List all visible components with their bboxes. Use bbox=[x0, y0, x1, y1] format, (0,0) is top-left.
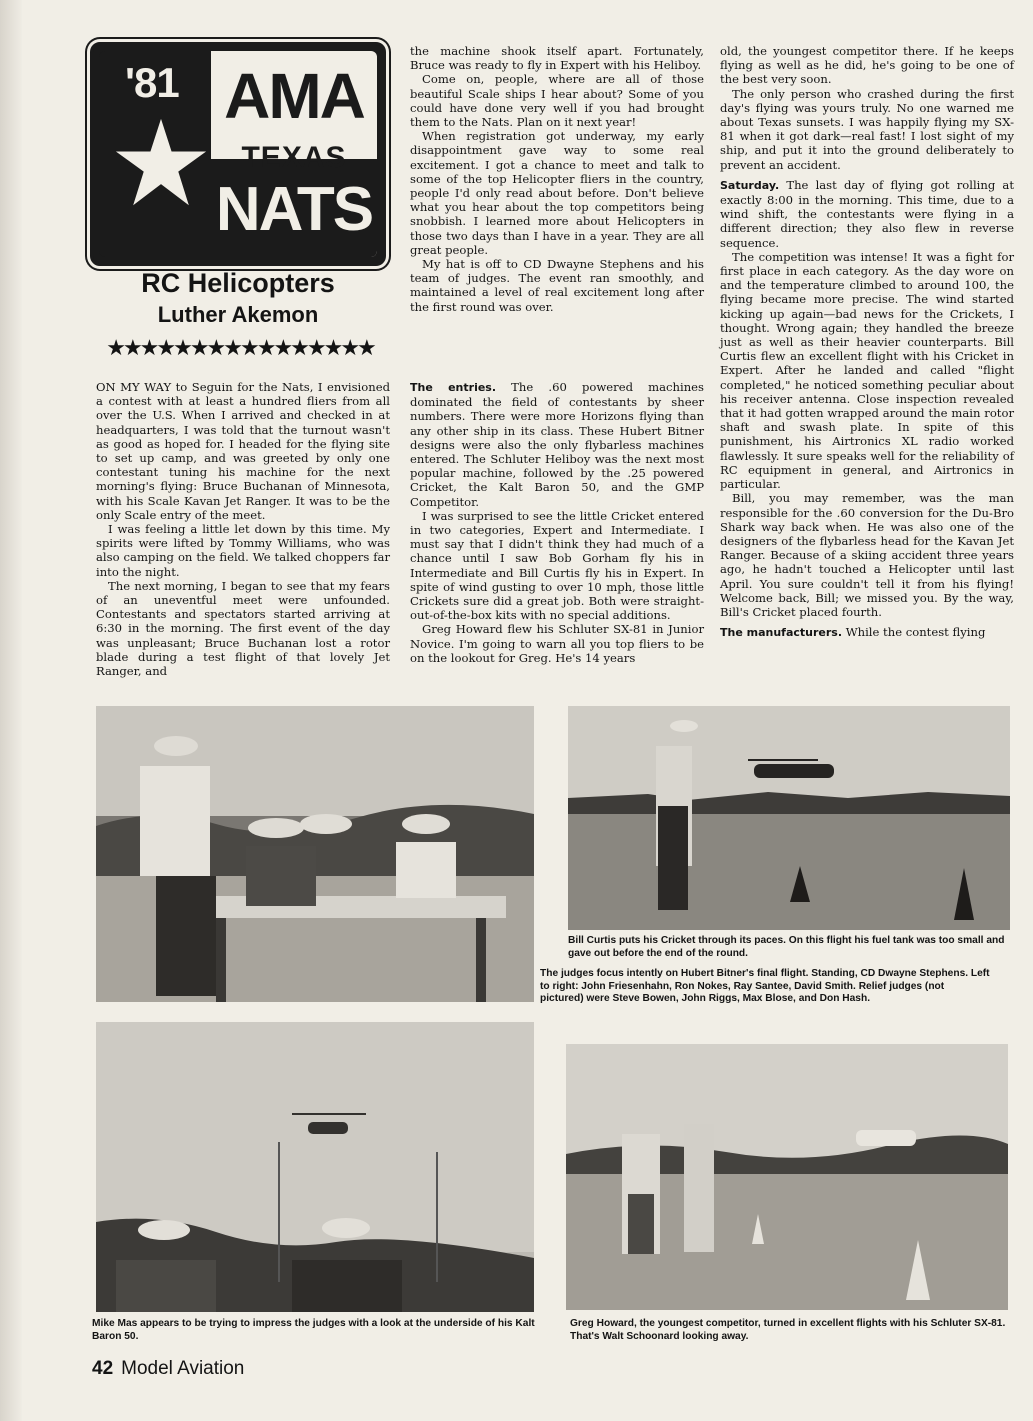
paragraph: the machine shook itself apart. Fortunately, Bruce was ready to fly in Expert with his Heliboy. bbox=[410, 44, 704, 73]
section-heading-manufacturers: The manufacturers. bbox=[720, 626, 843, 640]
paragraph: When registration got underway, my early disappointment gave way to some real excitement. I got a chance to meet and talk to some of the top Helicopter fliers in the country, people I'd only read about before. Don't believe what you hear about the top competitors being snobbish. I learned more about Helicopters in those two days than I have in a year. They are all great people. bbox=[410, 129, 704, 257]
paragraph bbox=[410, 380, 704, 509]
paragraph: The competition was intense! It was a fight for first place in each category. As the day wore on and the temperature climbed to around 100, the flying became more precise. The wind started kicking up again—bad news for the Crickets, I thought. Wrong again; they handled the breeze just as well as their heavier counterparts. Bill Curtis flew an excellent flight with his Cricket in Expert. After he landed and called "flight completed," he noticed something peculiar about his receiver antenna. Close inspection revealed that it had gotten wrapped around the main rotor shaft and swash plate. In spite of this punishment, his Airtronics XL radio worked flawlessly. It sure speaks well for the reliability of RC equipment in general, and Airtronics in particular. bbox=[720, 249, 1014, 492]
logo-year: '81 bbox=[125, 59, 179, 106]
column-1 bbox=[96, 380, 390, 678]
column-2 bbox=[410, 44, 704, 314]
paragraph: My hat is off to CD Dwayne Stephens and his team of judges. The event ran smoothly, and maintained a level of real excitement long after the first round was over. bbox=[410, 257, 704, 314]
magazine-name: Model Aviation bbox=[121, 1358, 245, 1379]
caption-judges: The judges focus intently on Hubert Bitner's final flight. Standing, CD Dwayne Stephens. Left to right: John Friesenhahn, Ron Nokes, Ray Santee, David Smith. Relief judges (not pictured) were Steve Bowen, John Riggs, Max Blose, and Don Hash. bbox=[540, 968, 990, 1004]
paragraph: old, the youngest competitor there. If he keeps flying as well as he did, he's going to be one of the best very soon. bbox=[720, 44, 1014, 87]
page-binding-shadow bbox=[0, 0, 22, 1421]
paragraph: The next morning, I began to see that my fears of an uneventful meet were unfounded. Contestants and spectators started arriving at 6:30 in the morning. The first event of the day was unpleasant; Bruce Buchanan lost a rotor blade during a test flight of that lovely Jet Ranger, and bbox=[96, 578, 390, 679]
star-divider: ★★★★★★★★★★★★★★★★ bbox=[106, 336, 374, 361]
paragraph-text: The last day of flying got rolling at exactly 8:00 in the morning. This time, due to a wind shift, the contestants were flying in a different direction; they also flew in reverse sequence. bbox=[720, 177, 1014, 250]
logo-right-panel bbox=[211, 51, 377, 257]
paragraph-text: While the contest flying bbox=[842, 625, 986, 640]
photo-mike-mas bbox=[96, 1022, 534, 1312]
logo-left-panel bbox=[99, 51, 209, 257]
section-heading-entries: The entries. bbox=[410, 381, 497, 394]
paragraph-text: The .60 powered machines dominated the field of contestants by sheer numbers. There were more Horizons flying than any other ship in its class. These Hubert Bitner designs were also the only flybarless machines entered. The Schluter Heliboy was the next most popular machine, followed by the .25 powered Cricket, the Kalt Baron 50, and the GMP Competitor. bbox=[410, 380, 704, 509]
photo-judges-table bbox=[96, 706, 534, 1002]
paragraph: The only person who crashed during the first day's flying was yours truly. No one warned me about Texas sunsets. I was happily flying my SX-81 when it got dark—real fast! I lost sight of my ship, and put it into the ground deliberately to prevent an accident. bbox=[720, 86, 1014, 172]
column-2-entries bbox=[410, 380, 704, 665]
paragraph: Bill, you may remember, was the man responsible for the .60 conversion for the Du-Bro Shark way back when. He was also one of the designers of the flybarless head for the Kavan Jet Ranger. Because of a skiing accident three years ago, he hadn't touched a Helicopter until last April. You sure couldn't tell it from his flying! Welcome back, Bill; we missed you. By the way, Bill's Cricket placed fourth. bbox=[720, 491, 1014, 619]
page-number: 42 bbox=[92, 1358, 114, 1379]
star-icon bbox=[113, 115, 209, 211]
caption-mike-mas: Mike Mas appears to be trying to impress the judges with a look at the underside of his Kalt Baron 50. bbox=[92, 1318, 535, 1342]
ama-texas-nats-logo bbox=[90, 42, 386, 266]
logo-nats: NATS bbox=[215, 175, 373, 244]
article-author: Luther Akemon bbox=[157, 302, 319, 327]
logo-ama: AMA bbox=[224, 60, 364, 132]
paragraph: I was feeling a little let down by this time. My spirits were lifted by Tommy Williams, who was also camping on the field. We talked choppers far into the night. bbox=[96, 522, 390, 579]
paragraph: Greg Howard flew his Schluter SX-81 in Junior Novice. I'm going to warn all you top fliers to be on the lookout for Greg. He's 14 years bbox=[410, 622, 704, 665]
paragraph bbox=[720, 178, 1014, 250]
caption-bill-curtis: Bill Curtis puts his Cricket through its paces. On this flight his fuel tank was too small and gave out before the end of the round. bbox=[568, 935, 1005, 959]
photo-greg-howard bbox=[566, 1044, 1008, 1310]
paragraph: ON MY WAY to Seguin for the Nats, I envisioned a contest with at least a hundred fliers from all over the U.S. When I arrived and checked in at headquarters, I was told that the turnout wasn't as good as hoped for. I headed for the flying site to set up camp, and was greeted by only one contestant tuning his machine for the next morning's flying: Bruce Buchanan of Minnesota, with his Scale Kavan Jet Ranger. It was to be the only Scale entry of the meet. bbox=[96, 380, 390, 522]
paragraph: I was surprised to see the little Cricket entered in two categories, Expert and Intermediate. I must say that I didn't think they had much of a chance until I saw Bob Gorham fly his in Intermediate and Bill Curtis fly his in Expert. In spite of wind gusting to over 10 mph, those little Crickets sure did a great job. Both were straight-out-of-the-box kits with no special additions. bbox=[410, 508, 704, 623]
photo-bill-curtis bbox=[568, 706, 1010, 930]
paragraph bbox=[720, 625, 1014, 640]
section-heading-saturday: Saturday. bbox=[720, 178, 780, 192]
page-footer bbox=[92, 1358, 244, 1380]
article-title: RC Helicopters bbox=[141, 268, 335, 298]
caption-greg-howard: Greg Howard, the youngest competitor, turned in excellent flights with his Schluter SX-81. That's Walt Schoonard looking away. bbox=[570, 1318, 1006, 1342]
column-3 bbox=[720, 44, 1014, 640]
logo-texas: TEXAS bbox=[241, 141, 347, 174]
paragraph: Come on, people, where are all of those beautiful Scale ships I hear about? Some of you could have done very well if you had brought them to the Nats. Plan on it next year! bbox=[410, 72, 704, 130]
